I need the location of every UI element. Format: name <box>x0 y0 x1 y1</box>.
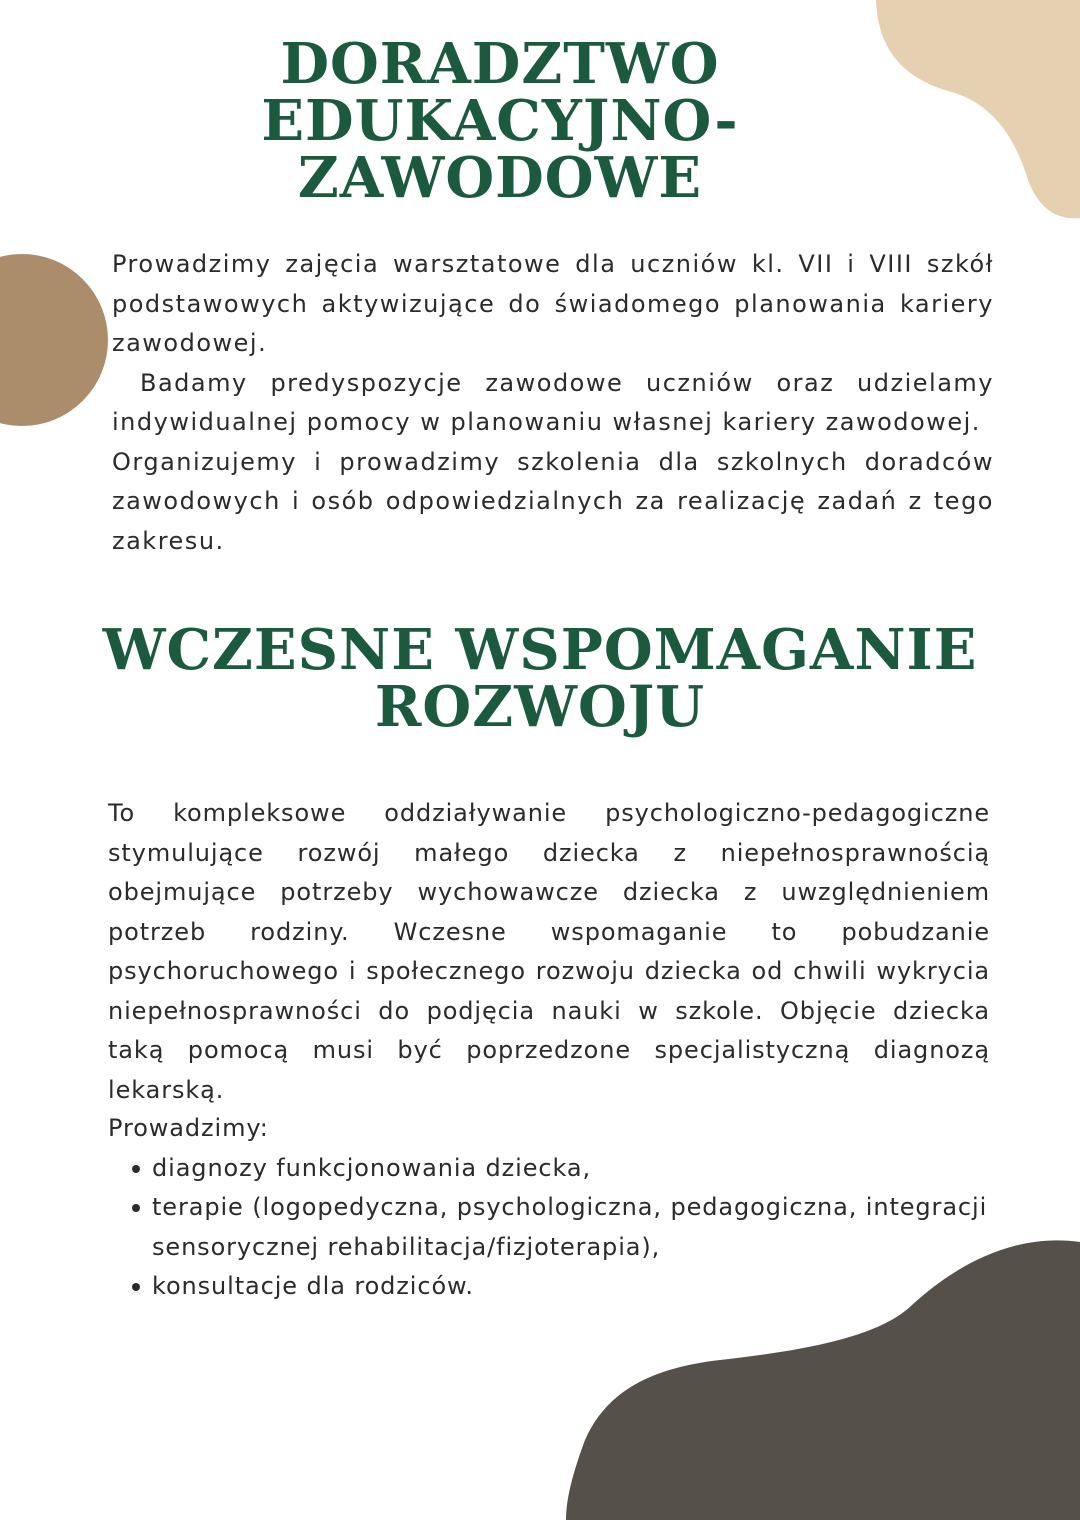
paragraph: Prowadzimy zajęcia warsztatowe dla uczniów kl. VII i VIII szkół podstawowych aktywizujące do świadomego planowania kariery zawodowej. <box>112 250 994 357</box>
list-item: terapie (logopedyczna, psychologiczna, pedagogiczna, integracji sensorycznej rehabilitacja/fizjoterapia), <box>152 1188 988 1267</box>
list-item: konsultacje dla rodziców. <box>152 1267 988 1307</box>
brown-circle-left <box>0 254 108 426</box>
paragraph: Organizujemy i prowadzimy szkolenia dla szkolnych doradców zawodowych i osób odpowiedzialnych za realizację zadań z tego zakresu. <box>112 447 994 555</box>
section-title-career-counseling <box>60 31 940 212</box>
title-line: DORADZTWO <box>280 31 720 97</box>
services-label: Prowadzimy: <box>108 1114 269 1142</box>
paragraph: To kompleksowe oddziaływanie psychologiczno-pedagogiczne stymulujące rozwój małego dziecka z niepełnosprawnością obejmujące potrzeby wychowawcze dziecka z uwzględnieniem potrzeb rodziny. Wczesne wspomaganie to pobudzanie psychoruchowego i społecznego rozwoju dziecka od chwili wykrycia niepełnosprawności do podjęcia nauki w szkole. Objęcie dziecka taką pomocą musi być poprzedzone specjalistyczną diagnozą lekarską. <box>108 799 990 1104</box>
title-line: WCZESNE WSPOMAGANIE <box>102 617 978 683</box>
early-development-description <box>108 794 990 1110</box>
section-title-early-development-support <box>80 617 1000 741</box>
title-line: EDUKACYJNO-ZAWODOWE <box>261 88 739 212</box>
career-counseling-description <box>112 245 994 561</box>
services-list <box>108 1149 988 1307</box>
list-item: diagnozy funkcjonowania dziecka, <box>152 1149 988 1189</box>
title-line: ROZWOJU <box>374 674 706 741</box>
services-list-section <box>108 1109 988 1307</box>
paragraph: Badamy predyspozycje zawodowe uczniów oraz udzielamy indywidualnej pomocy w planowaniu własnej kariery zawodowej. <box>112 368 994 436</box>
